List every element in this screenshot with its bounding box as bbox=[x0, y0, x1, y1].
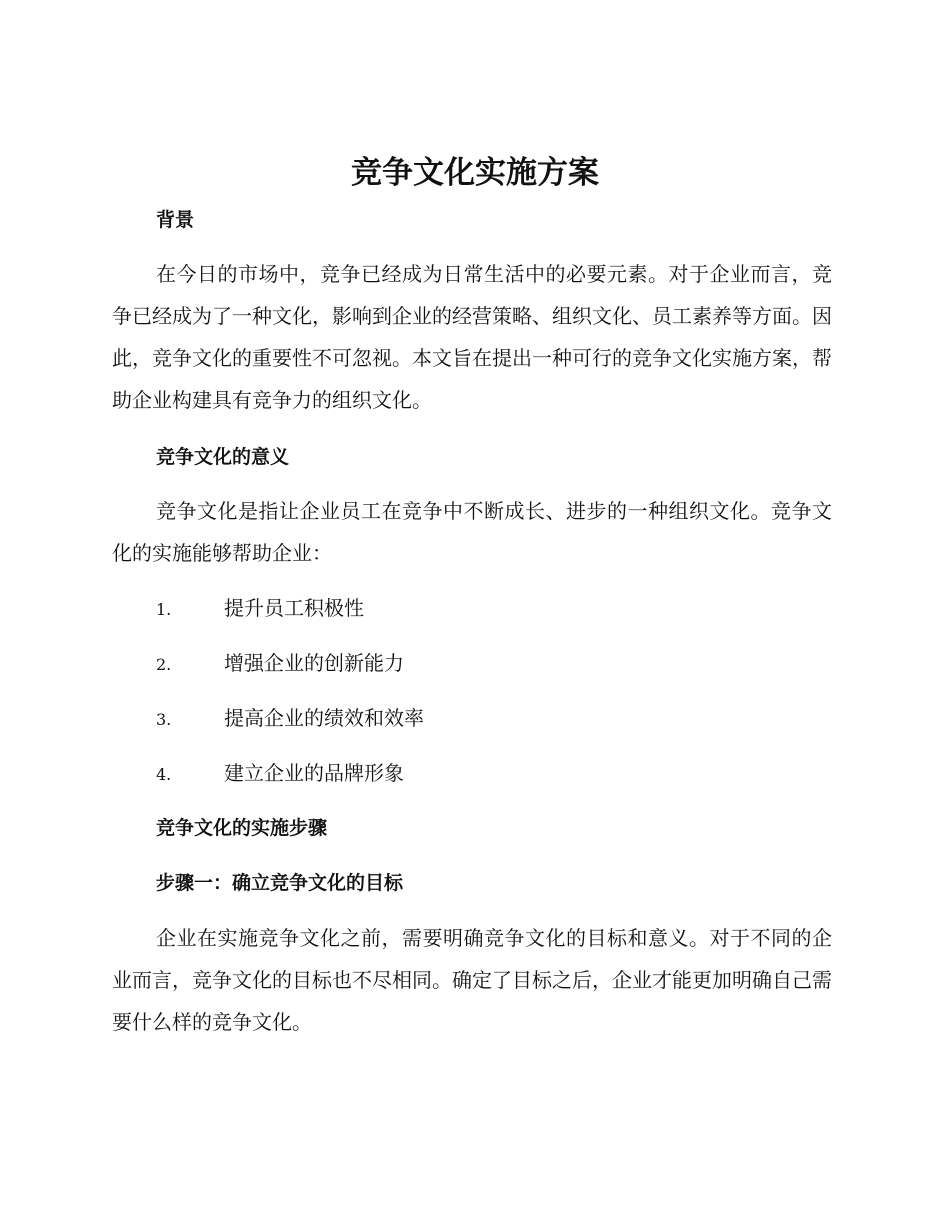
document-title: 竞争文化实施方案 bbox=[351, 155, 599, 191]
list-item-text: 提高企业的绩效和效率 bbox=[224, 706, 424, 730]
list-item-text: 建立企业的品牌形象 bbox=[224, 761, 404, 785]
step1-heading: 步骤一：确立竞争文化的目标 bbox=[156, 872, 404, 894]
step1-paragraph: 企业在实施竞争文化之前，需要明确竞争文化的目标和意义。对于不同的企业而言，竞争文化的目标也不尽相同。确定了目标之后，企业才能更加明确自己需要什么样的竞争文化。 bbox=[112, 926, 832, 1034]
background-paragraph: 在今日的市场中，竞争已经成为日常生活中的必要元素。对于企业而言，竞争已经成为了一种文化，影响到企业的经营策略、组织文化、员工素养等方面。因此，竞争文化的重要性不可忽视。本文旨在提出一种可行的竞争文化实施方案，帮助企业构建具有竞争力的组织文化。 bbox=[112, 262, 832, 412]
list-item bbox=[156, 648, 404, 680]
list-item bbox=[156, 703, 424, 735]
list-item-text: 增强企业的创新能力 bbox=[224, 651, 404, 675]
list-item-number: 3. bbox=[156, 710, 172, 729]
section-heading-background: 背景 bbox=[156, 209, 195, 231]
list-item bbox=[156, 593, 364, 625]
list-item-number: 4. bbox=[156, 765, 172, 784]
section-heading-steps: 竞争文化的实施步骤 bbox=[156, 817, 328, 839]
list-item-number: 1. bbox=[156, 600, 172, 619]
list-item-number: 2. bbox=[156, 655, 172, 674]
meaning-paragraph: 竞争文化是指让企业员工在竞争中不断成长、进步的一种组织文化。竞争文化的实施能够帮助企业： bbox=[112, 499, 832, 565]
list-item-text: 提升员工积极性 bbox=[224, 596, 364, 620]
section-heading-meaning: 竞争文化的意义 bbox=[156, 446, 290, 468]
list-item bbox=[156, 758, 404, 790]
